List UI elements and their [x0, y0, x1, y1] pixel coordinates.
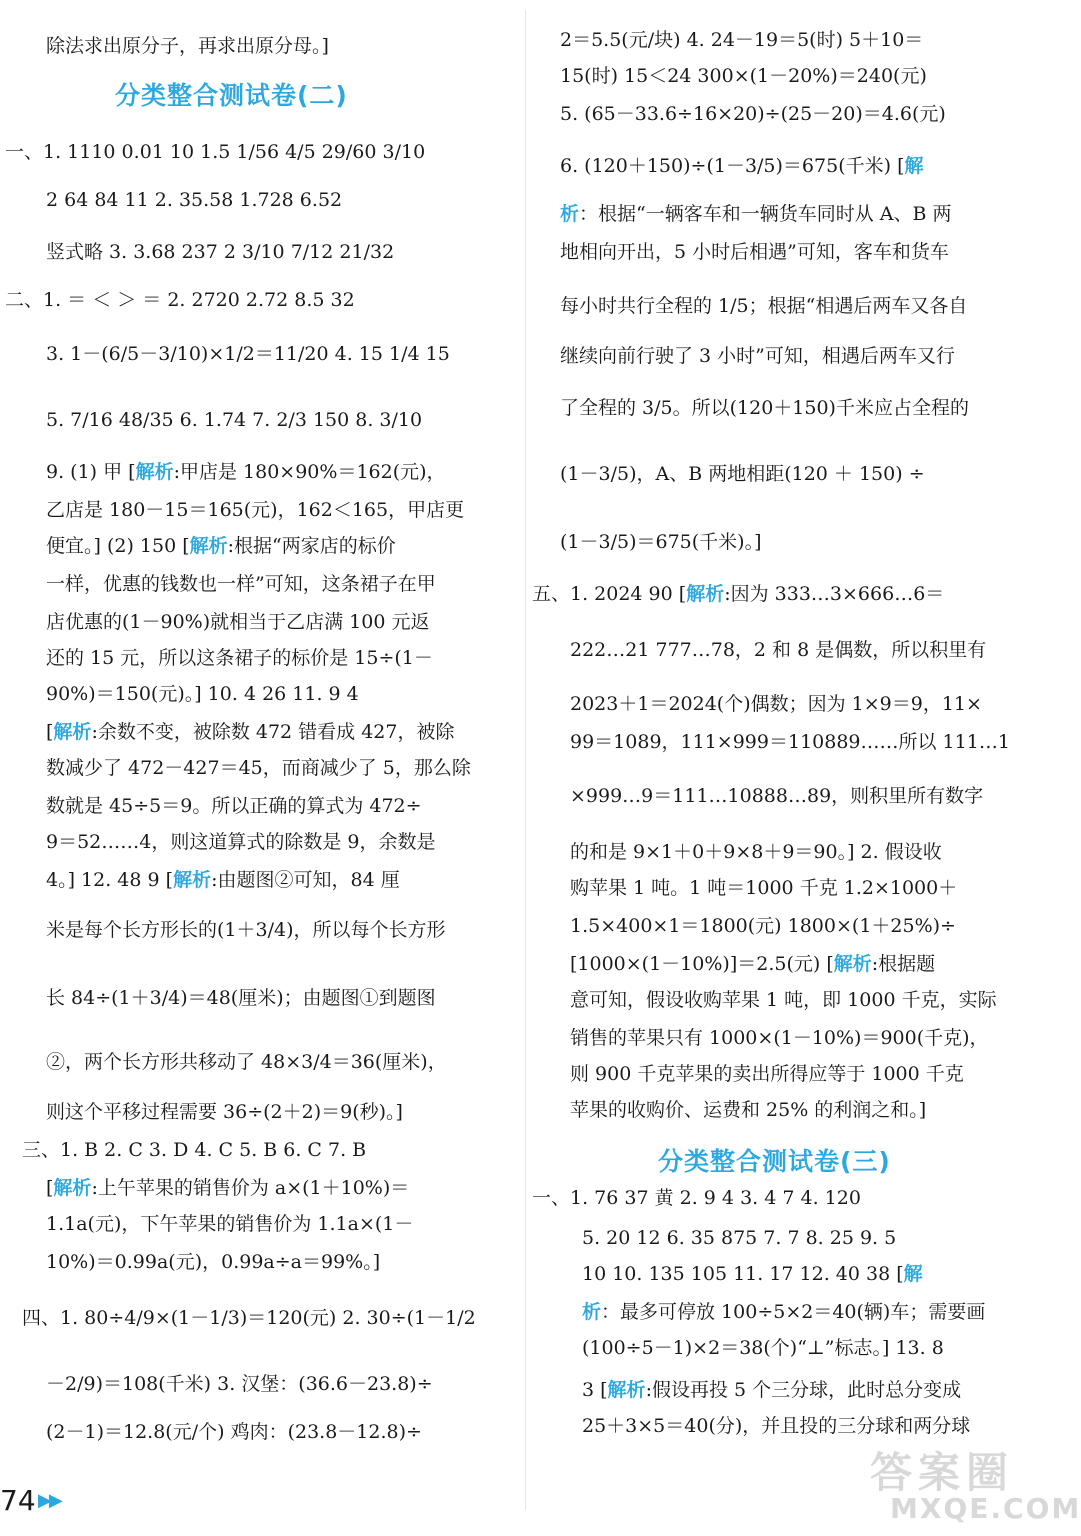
text-line: 5. 20 12 6. 35 875 7. 7 8. 25 9. 5 [582, 1227, 897, 1249]
text-line: 便宜。] (2) 150 [解析:根据“两家店的标价 [46, 535, 396, 557]
text-line: [解析:上午苹果的销售价为 a×(1＋10%)＝ [46, 1177, 410, 1199]
analysis-tag: 解析 [135, 461, 174, 483]
text-line: 25＋3×5＝40(分)，并且投的三分球和两分球 [582, 1415, 971, 1437]
text-line: －2/9)＝108(千米) 3. 汉堡：(36.6－23.8)÷ [46, 1373, 433, 1395]
text-line: 二、1. ＝ ＜ ＞ ＝ 2. 2720 2.72 8.5 32 [5, 289, 355, 311]
analysis-tag: 解 [904, 155, 924, 177]
text-line: ×999…9＝111…10888…89，则积里所有数字 [570, 785, 984, 807]
analysis-tag: 解 [903, 1263, 923, 1285]
text-line: 的和是 9×1＋0＋9×8＋9＝90。] 2. 假设收 [570, 841, 942, 863]
text-line: 米是每个长方形长的(1＋3/4)，所以每个长方形 [46, 919, 446, 941]
text-line: 意可知，假设收购苹果 1 吨，即 1000 千克，实际 [570, 989, 997, 1011]
text-line: 99＝1089，111×999＝110889……所以 111…1 [570, 731, 1010, 753]
text-line: 222…21 777…78，2 和 8 是偶数，所以积里有 [570, 639, 987, 661]
text-line: 1.5×400×1＝1800(元) 1800×(1＋25%)÷ [570, 915, 956, 937]
text-line: 购苹果 1 吨。1 吨＝1000 千克 1.2×1000＋ [570, 877, 958, 899]
text-line: 销售的苹果只有 1000×(1－10%)＝900(千克)， [570, 1027, 989, 1049]
section-title-test3: 分类整合测试卷(三) [658, 1147, 891, 1176]
page-number: 74 [0, 1484, 36, 1517]
text-line: 每小时共行全程的 1/5；根据“相遇后两车又各自 [560, 295, 968, 317]
text-line: 地相向开出，5 小时后相遇”可知，客车和货车 [560, 241, 949, 263]
text-line: 4。] 12. 48 9 [解析:由题图②可知，84 厘 [46, 869, 400, 891]
section-title-test2: 分类整合测试卷(二) [115, 81, 348, 110]
text-line: 除法求出原分子，再求出原分母。] [46, 35, 329, 57]
analysis-tag: 解析 [173, 869, 212, 891]
text-line: ②，两个长方形共移动了 48×3/4＝36(厘米)， [46, 1051, 447, 1073]
text-line: (1－3/5)＝675(千米)。] [560, 531, 762, 553]
text-line: 5. 7/16 48/35 6. 1.74 7. 2/3 150 8. 3/10 [46, 409, 423, 431]
text-line: 一、1. 76 37 黄 2. 9 4 3. 4 7 4. 120 [532, 1187, 861, 1209]
text-line: 店优惠的(1－90%)就相当于乙店满 100 元返 [46, 611, 430, 633]
text-line: (1－3/5)，A、B 两地相距(120 ＋ 150) ÷ [560, 463, 925, 485]
text-line: 乙店是 180－15＝165(元)，162＜165，甲店更 [46, 499, 465, 521]
text-line: (100÷5－1)×2＝38(个)“⊥”标志。] 13. 8 [582, 1337, 944, 1359]
text-line: 90%)＝150(元)。] 10. 4 26 11. 9 4 [46, 683, 359, 705]
text-line: 9＝52……4，则这道算式的除数是 9，余数是 [46, 831, 436, 853]
text-line: 3. 1－(6/5－3/10)×1/2＝11/20 4. 15 1/4 15 [46, 343, 450, 365]
text-line: 2 64 84 11 2. 35.58 1.728 6.52 [46, 189, 343, 211]
text-line: 则这个平移过程需要 36÷(2＋2)＝9(秒)。] [46, 1101, 403, 1123]
text-line: 还的 15 元，所以这条裙子的标价是 15÷(1－ [46, 647, 433, 669]
watermark-url: MXQE.COM [890, 1492, 1081, 1525]
watermark-text: 答案圈 [870, 1448, 1015, 1497]
column-divider [525, 10, 526, 1510]
analysis-tag: 解析 [189, 535, 228, 557]
text-line: 一样，优惠的钱数也一样”可知，这条裙子在甲 [46, 573, 436, 595]
text-line: 2023＋1＝2024(个)偶数；因为 1×9＝9，11× [570, 693, 982, 715]
analysis-tag: 解析 [53, 1177, 92, 1199]
text-line: 则 900 千克苹果的卖出所得应等于 1000 千克 [570, 1063, 964, 1085]
text-line: 6. (120＋150)÷(1－3/5)＝675(千米) [解 [560, 155, 924, 177]
text-line: 15(时) 15＜24 300×(1－20%)＝240(元) [560, 65, 927, 87]
text-line: 竖式略 3. 3.68 237 2 3/10 7/12 21/32 [46, 241, 395, 263]
analysis-tag: 析 [560, 203, 580, 225]
text-line: 三、1. B 2. C 3. D 4. C 5. B 6. C 7. B [22, 1139, 367, 1161]
text-line: 析：最多可停放 100÷5×2＝40(辆)车；需要画 [582, 1301, 986, 1323]
text-line: 析：根据“一辆客车和一辆货车同时从 A、B 两 [560, 203, 952, 225]
text-line: 2＝5.5(元/块) 4. 24－19＝5(时) 5＋10＝ [560, 29, 924, 51]
text-line: 四、1. 80÷4/9×(1－1/3)＝120(元) 2. 30÷(1－1/2 [22, 1307, 476, 1329]
text-line: 五、1. 2024 90 [解析:因为 333…3×666…6＝ [532, 583, 945, 605]
analysis-tag: 析 [582, 1301, 602, 1323]
text-line: [1000×(1－10%)]＝2.5(元) [解析:根据题 [570, 953, 936, 975]
watermark-logo [850, 1440, 1081, 1530]
text-line: 数减少了 472－427＝45，而商减少了 5，那么除 [46, 757, 471, 779]
text-line: 数就是 45÷5＝9。所以正确的算式为 472÷ [46, 795, 422, 817]
text-line: (2－1)＝12.8(元/个) 鸡肉：(23.8－12.8)÷ [46, 1421, 422, 1443]
text-line: 了全程的 3/5。所以(120＋150)千米应占全程的 [560, 397, 969, 419]
analysis-tag: 解析 [833, 953, 872, 975]
text-line: 10%)＝0.99a(元)，0.99a÷a＝99%。] [46, 1251, 381, 1273]
text-line: 10 10. 135 105 11. 17 12. 40 38 [解 [582, 1263, 923, 1285]
text-line: 1.1a(元)，下午苹果的销售价为 1.1a×(1－ [46, 1213, 414, 1235]
analysis-tag: 解析 [686, 583, 725, 605]
text-line: 苹果的收购价、运费和 25% 的利润之和。] [570, 1099, 927, 1121]
analysis-tag: 解析 [607, 1379, 646, 1401]
text-line: 长 84÷(1＋3/4)＝48(厘米)；由题图①到题图 [46, 987, 436, 1009]
next-arrows-icon: ▶▶ [38, 1490, 60, 1511]
text-line: 9. (1) 甲 [解析:甲店是 180×90%＝162(元)， [46, 461, 446, 483]
text-line: [解析:余数不变，被除数 472 错看成 427，被除 [46, 721, 455, 743]
text-line: 一、1. 1110 0.01 10 1.5 1/56 4/5 29/60 3/10 [5, 141, 426, 163]
text-line: 继续向前行驶了 3 小时”可知，相遇后两车又行 [560, 345, 955, 367]
text-line: 3 [解析:假设再投 5 个三分球，此时总分变成 [582, 1379, 962, 1401]
analysis-tag: 解析 [53, 721, 92, 743]
text-line: 5. (65－33.6÷16×20)÷(25－20)＝4.6(元) [560, 103, 946, 125]
